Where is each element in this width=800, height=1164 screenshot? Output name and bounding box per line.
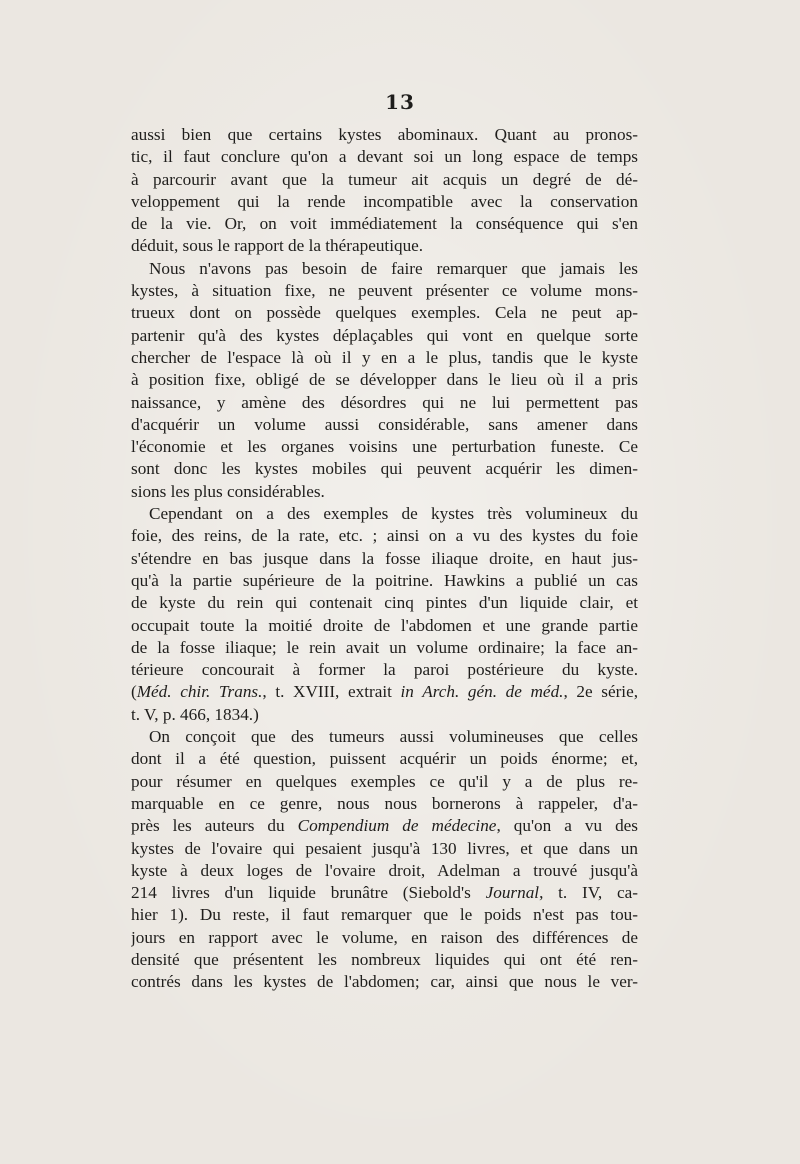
text-segment: Cependant on a des exemples de kystes très volumineux du (149, 504, 638, 524)
text-segment: trueux dont on possède quelques exemples. Cela ne peut ap- (131, 303, 638, 323)
text-line (131, 258, 638, 280)
text-line (131, 748, 638, 770)
text-segment: d'acquérir un volume aussi considérable, sans amener dans (131, 414, 638, 434)
text-segment: Nous n'avons pas besoin de faire remarquer que jamais les (149, 258, 638, 278)
text-segment: l'économie et les organes voisins une perturbation funeste. Ce (131, 437, 638, 457)
text-line (131, 503, 638, 525)
text-line (131, 414, 638, 436)
text-line (131, 592, 638, 614)
text-line (131, 525, 638, 547)
text-line (131, 726, 638, 748)
text-segment: kystes, à situation fixe, ne peuvent présenter ce volume mons- (131, 281, 638, 301)
text-line (131, 615, 638, 637)
text-segment: occupait toute la moitié droite de l'abdomen et une grande partie (131, 615, 638, 635)
text-segment: chercher de l'espace là où il y en a le plus, tandis que le kyste (131, 347, 638, 367)
italic-text: Compendium de médecine (297, 816, 497, 836)
text-line (131, 191, 638, 213)
text-segment: de kyste du rein qui contenait cinq pintes d'un liquide clair, et (131, 593, 638, 613)
text-segment: déduit, sous le rapport de la thérapeutique. (131, 236, 424, 256)
text-line (131, 815, 638, 837)
text-line (131, 659, 638, 681)
text-segment: kyste à deux loges de l'ovaire droit, Adelman a trouvé jusqu'à (131, 860, 638, 880)
text-line (131, 392, 638, 414)
text-segment: térieure concourait à former la paroi postérieure du kyste. (131, 660, 638, 680)
text-segment: veloppement qui la rende incompatible avec la conservation (131, 191, 638, 211)
page-number: 13 (385, 90, 415, 114)
text-line (131, 458, 638, 480)
text-line (131, 971, 638, 993)
text-line (131, 235, 638, 257)
text-segment: dont il a été question, puissent acquérir un poids énorme; et, (131, 749, 638, 769)
text-line (131, 325, 638, 347)
text-segment: ( (131, 682, 137, 702)
text-segment: contrés dans les kystes de l'abdomen; car, ainsi que nous le ver- (131, 972, 638, 992)
text-segment: sions les plus considérables. (131, 481, 325, 501)
text-segment: tic, il faut conclure qu'on a devant soi un long espace de temps (131, 147, 638, 167)
text-segment: 214 livres d'un liquide brunâtre (Siebold's (131, 883, 486, 903)
text-segment: s'étendre en bas jusque dans la fosse iliaque droite, en haut jus- (131, 548, 638, 568)
text-segment: près les auteurs du (131, 816, 298, 836)
text-segment: kystes de l'ovaire qui pesaient jusqu'à 130 livres, et que dans un (131, 838, 638, 858)
text-segment: qu'à la partie supérieure de la poitrine. Hawkins a publié un cas (131, 570, 638, 590)
text-line (131, 369, 638, 391)
body-text (131, 124, 638, 994)
text-line (131, 146, 638, 168)
text-segment: pour résumer en quelques exemples ce qu'il y a de plus re- (131, 771, 638, 791)
text-segment: aussi bien que certains kystes abominaux. Quant au pronos- (131, 125, 638, 144)
text-line (131, 548, 638, 570)
text-segment: , 2e série, (563, 682, 638, 702)
italic-text: Méd. chir. Trans. (136, 682, 263, 702)
text-line (131, 481, 638, 503)
text-line (131, 436, 638, 458)
italic-text: Journal (485, 883, 540, 903)
text-segment: à parcourir avant que la tumeur ait acquis un degré de dé- (131, 169, 638, 189)
text-segment: On conçoit que des tumeurs aussi volumineuses que celles (149, 727, 638, 747)
text-segment: de la fosse iliaque; le rein avait un volume ordinaire; la face an- (131, 637, 638, 657)
text-line (131, 949, 638, 971)
text-line (131, 302, 638, 324)
text-segment: jours en rapport avec le volume, en raison des différences de (131, 927, 638, 947)
text-line (131, 860, 638, 882)
text-segment: , t. IV, ca- (539, 883, 638, 903)
text-line (131, 793, 638, 815)
text-line (131, 637, 638, 659)
text-line (131, 213, 638, 235)
text-line (131, 927, 638, 949)
text-segment: t. V, p. 466, 1834.) (131, 704, 259, 724)
text-segment: hier 1). Du reste, il faut remarquer que le poids n'est pas tou- (131, 905, 638, 925)
text-line (131, 280, 638, 302)
text-segment: , t. XVIII, extrait (262, 682, 401, 702)
text-line (131, 124, 638, 146)
text-segment: à position fixe, obligé de se développer dans le lieu où il a pris (131, 370, 638, 390)
text-line (131, 169, 638, 191)
text-line (131, 838, 638, 860)
text-segment: , qu'on a vu des (496, 816, 638, 836)
italic-text: in Arch. gén. de méd. (400, 682, 564, 702)
text-line (131, 882, 638, 904)
text-line (131, 771, 638, 793)
text-line (131, 347, 638, 369)
text-segment: foie, des reins, de la rate, etc. ; ainsi on a vu des kystes du foie (131, 526, 638, 546)
text-segment: naissance, y amène des désordres qui ne lui permettent pas (131, 392, 638, 412)
text-line (131, 704, 638, 726)
text-line (131, 681, 638, 703)
text-segment: partenir qu'à des kystes déplaçables qui vont en quelque sorte (131, 325, 638, 345)
text-segment: sont donc les kystes mobiles qui peuvent acquérir les dimen- (131, 459, 638, 479)
text-segment: de la vie. Or, on voit immédiatement la conséquence qui s'en (131, 214, 638, 234)
text-line (131, 904, 638, 926)
text-segment: marquable en ce genre, nous nous bornerons à rappeler, d'a- (131, 793, 638, 813)
text-line (131, 570, 638, 592)
text-segment: densité que présentent les nombreux liquides qui ont été ren- (131, 949, 638, 969)
